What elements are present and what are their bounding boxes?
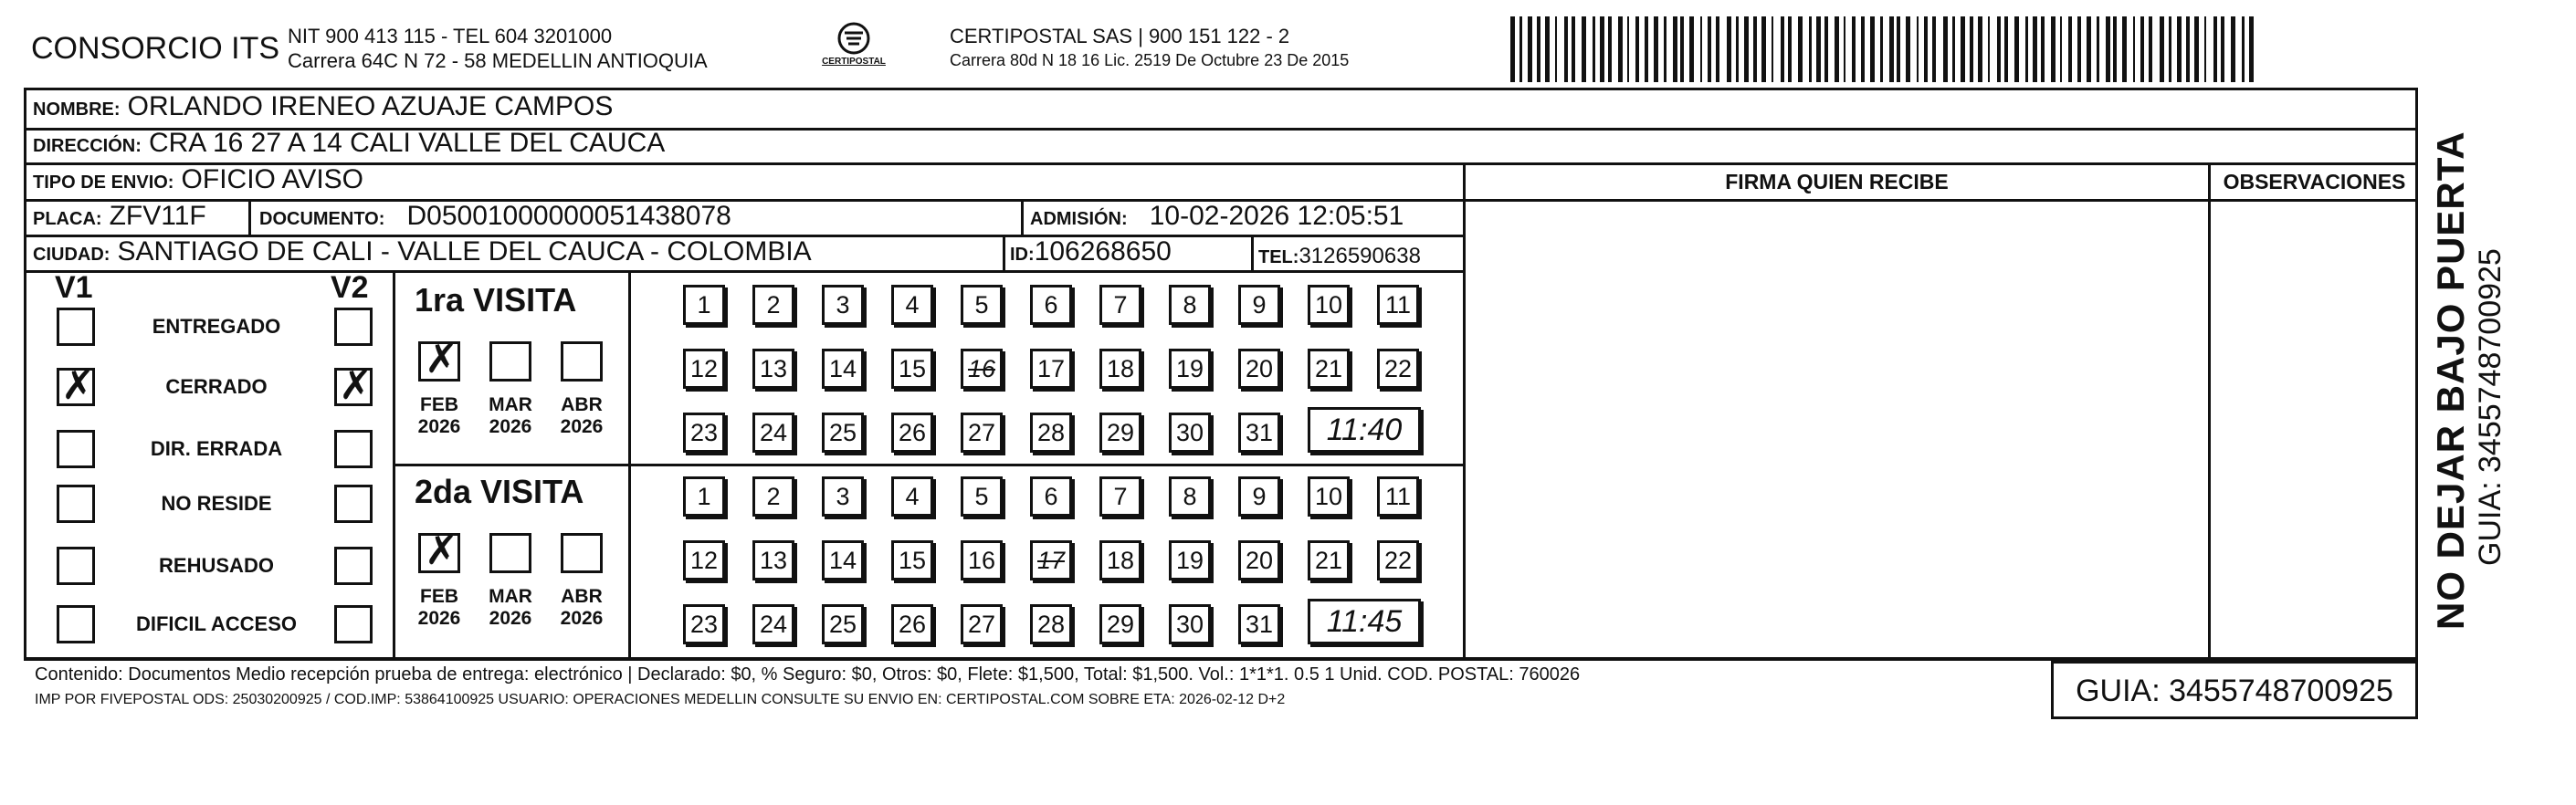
nombre-row <box>33 91 613 122</box>
day-box[interactable]: 16 <box>961 540 1003 580</box>
status-label: CERRADO <box>165 375 268 398</box>
barcode-bar <box>1537 16 1540 82</box>
month-year: 2026 <box>417 416 461 437</box>
day-box[interactable]: 15 <box>891 349 933 389</box>
day-box[interactable]: 3 <box>822 476 864 517</box>
company-address: Carrera 64C N 72 - 58 MEDELLIN ANTIOQUIA <box>288 49 708 72</box>
day-box[interactable]: 25 <box>822 413 864 453</box>
side-guia: GUIA: 3455748700925 <box>2473 248 2508 566</box>
cell-divider <box>1251 235 1254 271</box>
day-box[interactable]: 13 <box>752 349 794 389</box>
certipostal-logo <box>817 20 890 71</box>
row-divider <box>24 162 2418 165</box>
day-box[interactable]: 10 <box>1308 476 1350 517</box>
barcode-bar <box>1978 16 1982 82</box>
day-box[interactable]: 8 <box>1169 476 1211 517</box>
barcode-bar <box>2140 16 2144 82</box>
day-box[interactable]: 31 <box>1238 413 1280 453</box>
month-checkbox[interactable] <box>418 336 460 382</box>
day-box[interactable]: 2 <box>752 285 794 325</box>
day-box[interactable]: 20 <box>1238 540 1280 580</box>
day-box[interactable]: 7 <box>1099 476 1141 517</box>
day-box[interactable]: 1 <box>683 476 725 517</box>
barcode-bar <box>2068 16 2072 82</box>
day-box[interactable]: 17 <box>1030 540 1072 580</box>
direccion-value: CRA 16 27 A 14 CALI VALLE DEL CAUCA <box>148 128 666 158</box>
column-divider <box>2208 162 2211 659</box>
barcode-bar <box>2149 16 2152 82</box>
nombre-label: NOMBRE: <box>33 99 121 120</box>
guia-box: GUIA: 3455748700925 <box>2051 661 2418 719</box>
courier-line: CERTIPOSTAL SAS | 900 151 122 - 2 <box>950 25 1290 47</box>
tipo-envio-row <box>33 164 363 195</box>
check-mark-icon: ✗ <box>61 362 95 409</box>
v2-checkbox[interactable] <box>334 485 373 523</box>
status-label: DIR. ERRADA <box>150 437 283 460</box>
tel-field <box>1258 240 1421 270</box>
barcode-bar <box>1924 16 1928 82</box>
placa-value: ZFV11F <box>109 201 206 231</box>
v1-checkbox[interactable] <box>57 362 95 409</box>
nit-line: NIT 900 413 115 - TEL 604 3201000 <box>288 25 613 47</box>
day-box[interactable]: 29 <box>1099 413 1141 453</box>
v2-checkbox[interactable] <box>334 605 373 643</box>
company-name: CONSORCIO ITS <box>31 31 280 66</box>
barcode-bar <box>2177 16 2182 82</box>
month-label <box>412 586 467 630</box>
day-box[interactable]: 30 <box>1169 413 1211 453</box>
barcode-bar <box>1844 16 1845 82</box>
barcode-image <box>1507 16 2255 82</box>
barcode-bar <box>1545 16 1550 82</box>
barcode-bar <box>1593 16 1595 82</box>
direccion-row <box>33 128 665 159</box>
v1-checkbox[interactable] <box>57 605 95 643</box>
barcode-bar <box>1761 16 1766 82</box>
day-box[interactable]: 15 <box>891 540 933 580</box>
month-year: 2026 <box>489 608 532 629</box>
barcode-bar <box>2169 16 2171 82</box>
day-box[interactable]: 27 <box>961 604 1003 644</box>
barcode-bar <box>1798 16 1803 82</box>
day-box[interactable]: 4 <box>891 476 933 517</box>
visit-title: 2da VISITA <box>415 473 584 510</box>
barcode-bar <box>1889 16 1894 82</box>
barcode-bar <box>1635 16 1639 82</box>
id-value: 106268650 <box>1034 236 1172 267</box>
month-checkbox[interactable] <box>489 533 531 573</box>
status-label: REHUSADO <box>159 554 274 577</box>
day-box[interactable]: 24 <box>752 413 794 453</box>
day-box[interactable]: 5 <box>961 476 1003 517</box>
barcode-bar <box>2249 16 2254 82</box>
month-label <box>483 586 538 630</box>
imp-text: IMP POR FIVEPOSTAL ODS: 25030200925 / COD.IMP: 53864100925 USUARIO: OPERACIONES MEDELLIN CONSULTE SU ENVIO EN: CERTIPOSTAL.COM SOBRE ETA: 2026-02-12 D+2 <box>35 692 1286 707</box>
v1-header: V1 <box>55 270 93 305</box>
barcode-bar <box>1689 16 1694 82</box>
day-box[interactable]: 14 <box>822 540 864 580</box>
barcode-bar <box>1627 16 1629 82</box>
barcode-bar <box>1772 16 1773 82</box>
tel-label: TEL: <box>1258 247 1299 267</box>
id-label: ID: <box>1010 245 1035 265</box>
v1-checkbox[interactable] <box>57 485 95 523</box>
barcode-bar <box>1824 16 1828 82</box>
barcode-bar <box>1861 16 1865 82</box>
barcode-bar <box>2097 16 2099 82</box>
day-box[interactable]: 18 <box>1099 349 1141 389</box>
day-box[interactable]: 13 <box>752 540 794 580</box>
day-box[interactable]: 4 <box>891 285 933 325</box>
courier-address: Carrera 80d N 18 16 Lic. 2519 De Octubre 23 De 2015 <box>950 51 1350 69</box>
side-warning-block <box>2429 131 2508 630</box>
row-divider <box>2210 199 2418 202</box>
month-year: 2026 <box>489 416 532 437</box>
v1-checkbox[interactable] <box>57 430 95 468</box>
day-box[interactable]: 19 <box>1169 349 1211 389</box>
barcode-bar <box>1880 16 1883 82</box>
ciudad-value: SANTIAGO DE CALI - VALLE DEL CAUCA - COLOMBIA <box>117 236 812 267</box>
placa-field <box>33 201 206 232</box>
admision-label: ADMISIÓN: <box>1030 209 1128 229</box>
month-name: ABR <box>561 394 603 415</box>
barcode-bar <box>1753 16 1757 82</box>
direccion-label: DIRECCIÓN: <box>33 136 142 156</box>
barcode-bar <box>1564 16 1568 82</box>
documento-label: DOCUMENTO: <box>259 209 385 229</box>
day-box[interactable]: 30 <box>1169 604 1211 644</box>
barcode-bar <box>2213 16 2217 82</box>
day-box[interactable]: 27 <box>961 413 1003 453</box>
barcode-bar <box>1727 16 1731 82</box>
month-name: MAR <box>489 586 532 607</box>
day-box[interactable]: 28 <box>1030 604 1072 644</box>
ciudad-field <box>33 236 812 267</box>
day-box[interactable]: 23 <box>683 413 725 453</box>
barcode-bar <box>1608 16 1612 82</box>
logo-text: CERTIPOSTAL <box>822 57 886 67</box>
day-box[interactable]: 8 <box>1169 285 1211 325</box>
firma-header: FIRMA QUIEN RECIBE <box>1725 170 1949 193</box>
month-label <box>412 394 467 438</box>
barcode-bar <box>1582 16 1586 82</box>
barcode-bar <box>1906 16 1910 82</box>
barcode-bar <box>2014 16 2019 82</box>
day-box[interactable]: 12 <box>683 540 725 580</box>
id-field <box>1010 236 1172 267</box>
day-box[interactable]: 12 <box>683 349 725 389</box>
row-divider <box>24 270 1465 273</box>
row-divider <box>24 657 2418 660</box>
barcode-bar <box>2106 16 2110 82</box>
v2-checkbox[interactable] <box>334 430 373 468</box>
v2-header: V2 <box>331 270 369 305</box>
barcode-bar <box>1736 16 1739 82</box>
day-box[interactable]: 26 <box>891 604 933 644</box>
month-year: 2026 <box>560 416 604 437</box>
visit-time: 11:40 <box>1308 407 1421 453</box>
company-details <box>288 24 708 73</box>
cell-divider <box>1003 235 1005 271</box>
courier-details <box>950 24 1349 73</box>
barcode-bar <box>1572 16 1575 82</box>
cell-divider <box>248 199 251 235</box>
v1-checkbox[interactable] <box>57 547 95 585</box>
barcode-bar <box>2133 16 2135 82</box>
status-label: NO RESIDE <box>161 492 272 515</box>
barcode-bar <box>2186 16 2190 82</box>
v2-checkbox[interactable] <box>334 547 373 585</box>
barcode-bar <box>1510 16 1515 82</box>
month-label <box>554 394 609 438</box>
barcode-bar <box>1555 16 1557 82</box>
barcode-bar <box>1816 16 1821 82</box>
day-box[interactable]: 18 <box>1099 540 1141 580</box>
day-box[interactable]: 14 <box>822 349 864 389</box>
month-checkbox[interactable] <box>561 533 603 573</box>
barcode-bar <box>1528 16 1532 82</box>
barcode-bar <box>1988 16 1990 82</box>
barcode-bar <box>1870 16 1875 82</box>
day-box[interactable]: 6 <box>1030 285 1072 325</box>
admision-field <box>1030 201 1404 232</box>
v2-checkbox[interactable] <box>334 308 373 346</box>
day-box[interactable]: 22 <box>1377 540 1419 580</box>
barcode-bar <box>1781 16 1784 82</box>
barcode-bar <box>2242 16 2245 82</box>
day-box[interactable]: 17 <box>1030 349 1072 389</box>
barcode-bar <box>1618 16 1623 82</box>
barcode-bar <box>2113 16 2117 82</box>
barcode-bar <box>1716 16 1719 82</box>
tel-value: 3126590638 <box>1299 244 1421 268</box>
month-label <box>483 394 538 438</box>
cell-divider <box>1021 199 1024 235</box>
visit-time: 11:45 <box>1308 599 1421 644</box>
observaciones-header: OBSERVACIONES <box>2223 170 2406 193</box>
barcode-bar <box>2231 16 2235 82</box>
barcode-bar <box>1852 16 1856 82</box>
day-box[interactable]: 20 <box>1238 349 1280 389</box>
barcode-bar <box>1700 16 1702 82</box>
day-box[interactable]: 24 <box>752 604 794 644</box>
day-box[interactable]: 2 <box>752 476 794 517</box>
month-name: FEB <box>420 586 458 607</box>
barcode-bar <box>2051 16 2056 82</box>
day-box[interactable]: 28 <box>1030 413 1072 453</box>
month-checkbox[interactable] <box>418 528 460 574</box>
barcode-bar <box>1997 16 2001 82</box>
check-mark-icon: ✗ <box>425 528 458 574</box>
barcode-bar <box>2033 16 2037 82</box>
barcode-bar <box>2087 16 2091 82</box>
day-box[interactable]: 21 <box>1308 349 1350 389</box>
month-year: 2026 <box>560 608 604 629</box>
day-box[interactable]: 3 <box>822 285 864 325</box>
barcode-bar <box>2204 16 2206 82</box>
barcode-bar <box>1664 16 1667 82</box>
status-label: ENTREGADO <box>152 315 281 338</box>
tipo-envio-label: TIPO DE ENVIO: <box>33 172 174 193</box>
barcode-bar <box>2060 16 2062 82</box>
day-box[interactable]: 9 <box>1238 285 1280 325</box>
barcode-bar <box>2077 16 2081 82</box>
barcode-bar <box>2194 16 2199 82</box>
day-box[interactable]: 9 <box>1238 476 1280 517</box>
barcode-bar <box>1970 16 1973 82</box>
contenido-text: Contenido: Documentos Medio recepción prueba de entrega: electrónico | Declarado: $0, % Seguro: $0, Otros: $0, Flete: $1,500, Total: $1,500. Vol.: 1*1*1. 0.5 1 Unid. COD. POSTAL: 760026 <box>35 664 1581 685</box>
barcode-bar <box>1932 16 1936 82</box>
check-mark-icon: ✗ <box>339 362 373 409</box>
admision-value: 10-02-2026 12:05:51 <box>1149 201 1404 231</box>
check-mark-icon: ✗ <box>425 336 458 382</box>
day-box[interactable]: 1 <box>683 285 725 325</box>
barcode-bar <box>1809 16 1812 82</box>
barcode-bar <box>1519 16 1522 82</box>
day-box[interactable]: 23 <box>683 604 725 644</box>
day-box[interactable]: 16 <box>961 349 1003 389</box>
barcode-bar <box>1680 16 1684 82</box>
documento-field <box>259 201 731 232</box>
day-box[interactable]: 5 <box>961 285 1003 325</box>
column-divider <box>1463 162 1466 659</box>
ciudad-label: CIUDAD: <box>33 245 110 265</box>
barcode-bar <box>1654 16 1658 82</box>
day-box[interactable]: 10 <box>1308 285 1350 325</box>
nombre-value: ORLANDO IRENEO AZUAJE CAMPOS <box>127 91 614 121</box>
day-box[interactable]: 31 <box>1238 604 1280 644</box>
placa-label: PLACA: <box>33 209 102 229</box>
barcode-bar <box>1673 16 1677 82</box>
status-label: DIFICIL ACCESO <box>135 612 297 635</box>
visit-title: 1ra VISITA <box>415 281 577 319</box>
v2-checkbox[interactable] <box>334 362 373 409</box>
v1-checkbox[interactable] <box>57 308 95 346</box>
tipo-envio-value: OFICIO AVISO <box>181 164 364 194</box>
day-box[interactable]: 21 <box>1308 540 1350 580</box>
day-box[interactable]: 26 <box>891 413 933 453</box>
barcode-bar <box>2221 16 2224 82</box>
month-label <box>554 586 609 630</box>
barcode-bar <box>1835 16 1839 82</box>
barcode-bar <box>1600 16 1604 82</box>
day-box[interactable]: 11 <box>1377 476 1419 517</box>
day-box[interactable]: 22 <box>1377 349 1419 389</box>
barcode-bar <box>1708 16 1711 82</box>
day-box[interactable]: 25 <box>822 604 864 644</box>
row-divider <box>393 464 1463 466</box>
barcode-bar <box>1897 16 1900 82</box>
day-box[interactable]: 29 <box>1099 604 1141 644</box>
month-checkbox[interactable] <box>561 341 603 382</box>
barcode-bar <box>2025 16 2028 82</box>
month-year: 2026 <box>417 608 461 629</box>
barcode-bar <box>1961 16 1965 82</box>
barcode-bar <box>1952 16 1955 82</box>
month-name: MAR <box>489 394 532 415</box>
day-box[interactable]: 11 <box>1377 285 1419 325</box>
barcode-bar <box>1744 16 1749 82</box>
barcode-bar <box>2004 16 2008 82</box>
month-checkbox[interactable] <box>489 341 531 382</box>
barcode-bar <box>1943 16 1948 82</box>
day-box[interactable]: 6 <box>1030 476 1072 517</box>
barcode-bar <box>2160 16 2164 82</box>
side-warning: NO DEJAR BAJO PUERTA <box>2429 131 2472 630</box>
day-box[interactable]: 19 <box>1169 540 1211 580</box>
documento-value: D05001000000051438078 <box>406 201 731 231</box>
month-name: FEB <box>420 394 458 415</box>
barcode-bar <box>1788 16 1792 82</box>
month-name: ABR <box>561 586 603 607</box>
barcode-bar <box>1645 16 1648 82</box>
barcode <box>1507 16 2255 82</box>
barcode-bar <box>1917 16 1919 82</box>
barcode-bar <box>2122 16 2127 82</box>
day-box[interactable]: 7 <box>1099 285 1141 325</box>
barcode-bar <box>2041 16 2045 82</box>
